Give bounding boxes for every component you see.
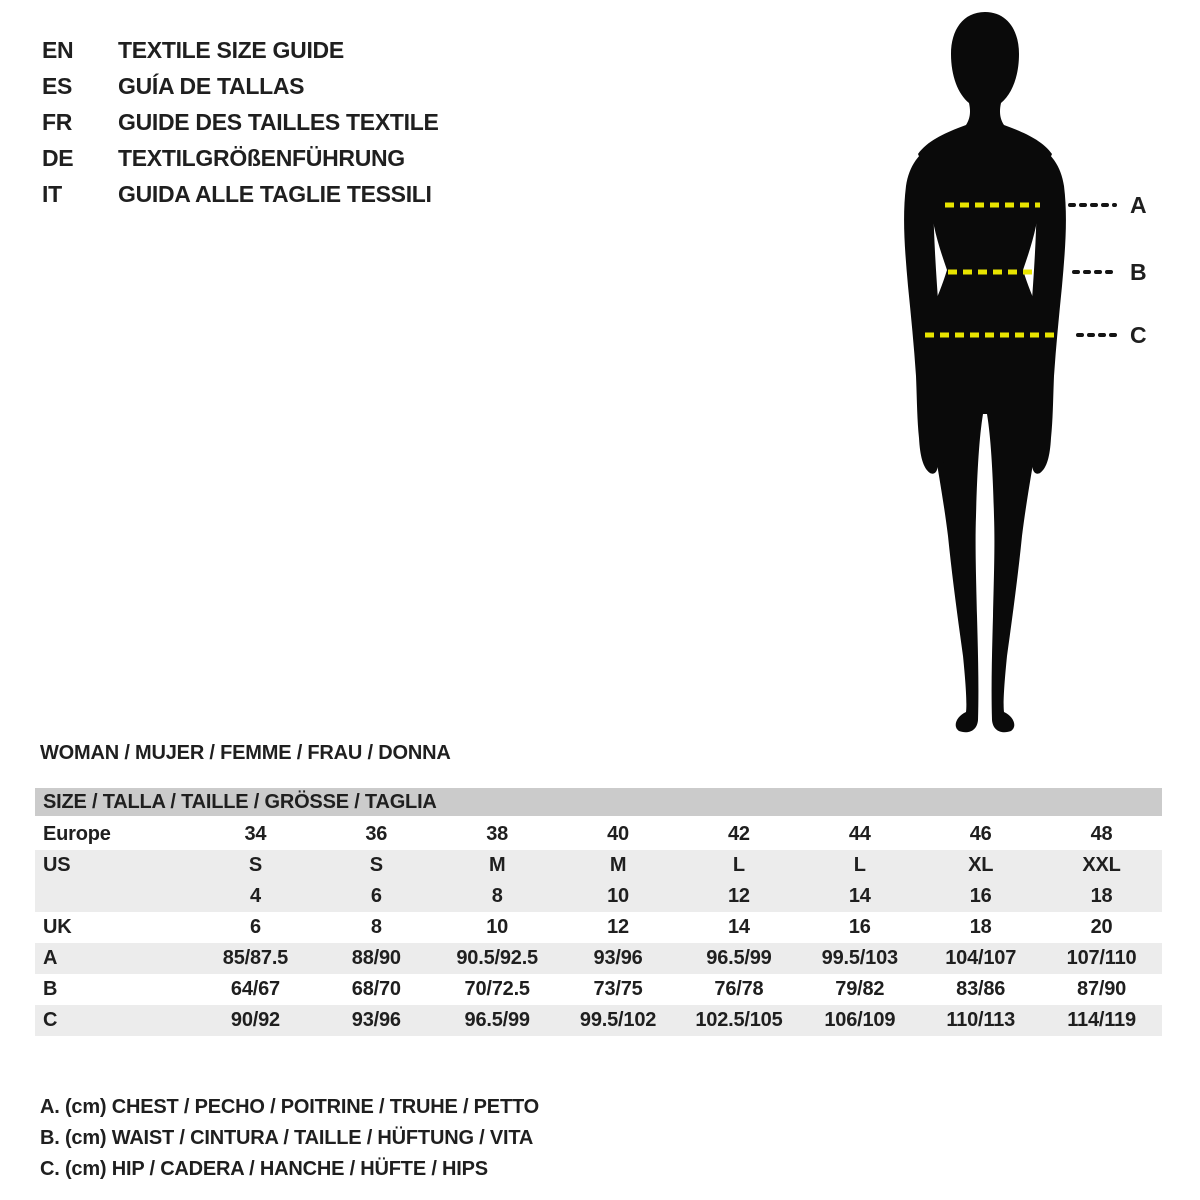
size-cell: S bbox=[248, 854, 262, 876]
measure-label-b: B bbox=[1130, 259, 1147, 285]
size-cell: 88/90 bbox=[351, 947, 401, 969]
table-row bbox=[35, 943, 1162, 974]
row-label: US bbox=[43, 854, 71, 876]
size-cell: 46 bbox=[969, 823, 992, 845]
language-title: TEXTILGRÖßENFÜHRUNG bbox=[118, 144, 405, 171]
size-cell: 10 bbox=[607, 885, 629, 907]
size-cell: 6 bbox=[249, 916, 261, 938]
table-row bbox=[35, 912, 1162, 943]
size-cell: 10 bbox=[486, 916, 509, 938]
row-label: Europe bbox=[43, 823, 111, 845]
row-label: C bbox=[43, 1009, 58, 1031]
size-cell: 96.5/99 bbox=[464, 1009, 530, 1031]
size-cell: L bbox=[853, 854, 866, 876]
language-title: GUIDE DES TAILLES TEXTILE bbox=[118, 108, 439, 135]
language-row bbox=[42, 32, 439, 68]
legend-line: A. (cm) CHEST / PECHO / POITRINE / TRUHE / PETTO bbox=[40, 1096, 539, 1118]
measurement-legend bbox=[40, 1092, 539, 1185]
size-cell: 16 bbox=[848, 916, 871, 938]
size-cell: 79/82 bbox=[835, 978, 885, 1000]
size-table-rows bbox=[35, 819, 1162, 1036]
language-row bbox=[42, 68, 439, 104]
size-cell: 99.5/102 bbox=[579, 1009, 657, 1031]
language-code: EN bbox=[42, 36, 74, 63]
size-table-header: SIZE / TALLA / TAILLE / GRÖSSE / TAGLIA bbox=[35, 788, 1162, 816]
size-cell: 76/78 bbox=[714, 978, 764, 1000]
measure-label-a: A bbox=[1130, 192, 1147, 218]
row-label: B bbox=[43, 978, 58, 1000]
table-row bbox=[35, 1005, 1162, 1036]
size-cell: 4 bbox=[249, 885, 261, 907]
row-label: A bbox=[43, 947, 58, 969]
language-code: FR bbox=[42, 108, 73, 135]
size-cell: 8 bbox=[491, 885, 503, 907]
table-row bbox=[35, 850, 1162, 881]
woman-silhouette-figure bbox=[865, 4, 1155, 735]
size-cell: 14 bbox=[848, 885, 871, 907]
legend-line: B. (cm) WAIST / CINTURA / TAILLE / HÜFTUNG / VITA bbox=[40, 1127, 534, 1149]
table-row bbox=[35, 881, 1162, 912]
size-cell: L bbox=[732, 854, 745, 876]
size-cell: 106/109 bbox=[824, 1009, 896, 1031]
size-cell: 14 bbox=[728, 916, 750, 938]
size-cell: 93/96 bbox=[351, 1009, 401, 1031]
size-cell: XL bbox=[968, 854, 994, 876]
size-cell: 16 bbox=[969, 885, 992, 907]
size-cell: 107/110 bbox=[1066, 947, 1137, 969]
size-cell: 12 bbox=[607, 916, 629, 938]
size-cell: 42 bbox=[728, 823, 750, 845]
size-cell: 90/92 bbox=[230, 1009, 280, 1031]
size-cell: 8 bbox=[370, 916, 382, 938]
language-row bbox=[42, 140, 439, 176]
size-cell: 87/90 bbox=[1077, 978, 1127, 1000]
table-row bbox=[35, 974, 1162, 1005]
size-cell: M bbox=[488, 854, 506, 876]
size-cell: XXL bbox=[1082, 854, 1121, 876]
language-list bbox=[42, 32, 439, 212]
size-cell: 102.5/105 bbox=[695, 1009, 783, 1031]
size-cell: 104/107 bbox=[945, 947, 1017, 969]
size-cell: 34 bbox=[244, 823, 267, 845]
size-cell: 70/72.5 bbox=[464, 978, 530, 1000]
language-row bbox=[42, 176, 439, 212]
table-row bbox=[35, 819, 1162, 850]
size-cell: 38 bbox=[486, 823, 509, 845]
language-code: DE bbox=[42, 144, 74, 171]
size-cell: 6 bbox=[370, 885, 382, 907]
size-cell: 85/87.5 bbox=[222, 947, 289, 969]
size-cell: 73/75 bbox=[593, 978, 643, 1000]
measure-label-c: C bbox=[1130, 322, 1147, 348]
size-cell: 96.5/99 bbox=[706, 947, 772, 969]
language-title: TEXTILE SIZE GUIDE bbox=[118, 36, 344, 63]
size-cell: 110/113 bbox=[946, 1009, 1016, 1031]
language-title: GUÍA DE TALLAS bbox=[118, 72, 305, 99]
size-cell: M bbox=[609, 854, 627, 876]
size-cell: 90.5/92.5 bbox=[456, 947, 538, 969]
size-cell: 114/119 bbox=[1067, 1009, 1136, 1031]
size-cell: 83/86 bbox=[956, 978, 1006, 1000]
size-cell: 99.5/103 bbox=[821, 947, 898, 969]
language-row bbox=[42, 104, 439, 140]
legend-line: C. (cm) HIP / CADERA / HANCHE / HÜFTE / HIPS bbox=[40, 1158, 488, 1180]
size-cell: 18 bbox=[1090, 885, 1113, 907]
language-title: GUIDA ALLE TAGLIE TESSILI bbox=[118, 180, 432, 207]
language-code: ES bbox=[42, 72, 73, 99]
size-cell: 68/70 bbox=[351, 978, 401, 1000]
size-cell: 93/96 bbox=[593, 947, 643, 969]
section-title-woman: WOMAN / MUJER / FEMME / FRAU / DONNA bbox=[40, 742, 451, 764]
size-cell: 40 bbox=[607, 823, 629, 845]
size-cell: 64/67 bbox=[230, 978, 280, 1000]
size-cell: 44 bbox=[848, 823, 871, 845]
size-cell: 12 bbox=[728, 885, 750, 907]
size-cell: 18 bbox=[969, 916, 992, 938]
language-code: IT bbox=[42, 180, 62, 207]
size-cell: 20 bbox=[1090, 916, 1113, 938]
size-cell: 36 bbox=[365, 823, 388, 845]
size-table bbox=[35, 788, 1162, 1036]
size-cell: 48 bbox=[1090, 823, 1113, 845]
row-label: UK bbox=[43, 916, 72, 938]
size-cell: S bbox=[369, 854, 383, 876]
